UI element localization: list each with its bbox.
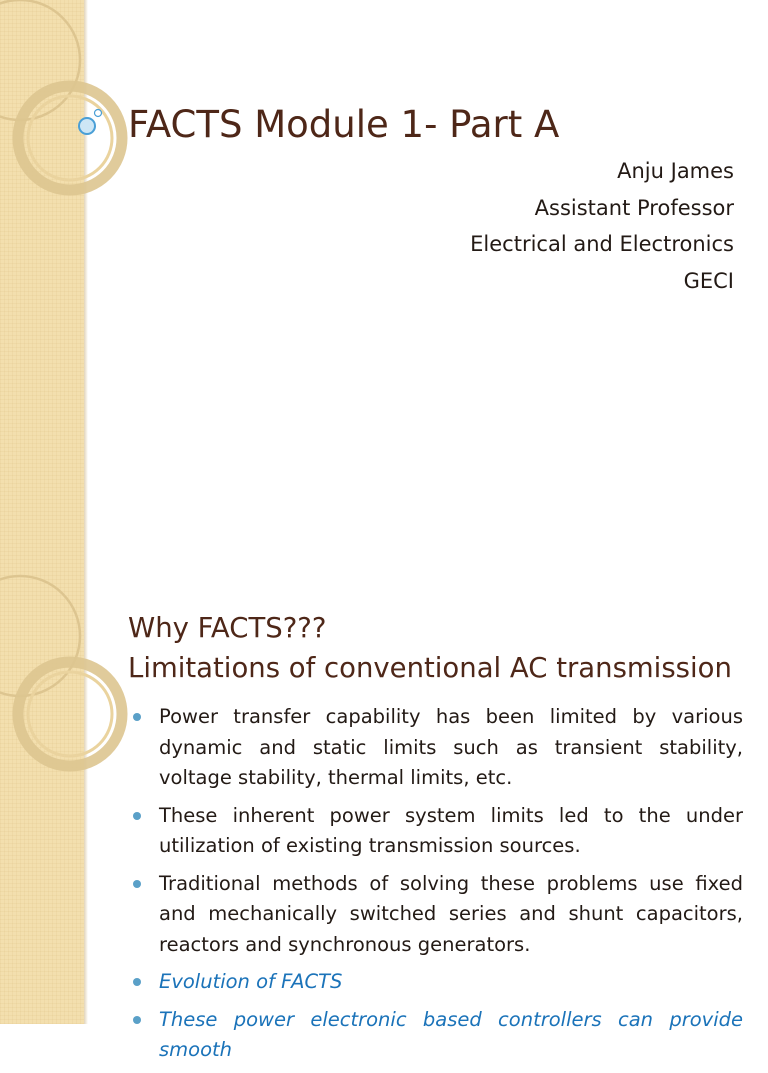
author-name: Anju James [617, 159, 734, 183]
bullet-text-emphasis: These power electronic based controllers can provide smooth [159, 1007, 743, 1061]
bullet-item [128, 869, 743, 961]
slide-title-line-1: Why FACTS??? [128, 612, 327, 644]
slide-title [128, 608, 732, 688]
bullet-item [128, 1005, 743, 1066]
author-institution: GECI [683, 268, 734, 293]
bullet-dot-icon [133, 812, 141, 820]
bullet-text: Power transfer capability has been limited by various dynamic and static limits such as transient stability, voltage stability, thermal limits, etc. [159, 705, 743, 789]
bullet-dot-icon [133, 880, 141, 888]
author-department: Electrical and Electronics [470, 232, 734, 256]
bubble-icon [79, 118, 95, 134]
author-info [470, 153, 734, 299]
bullet-text: Traditional methods of solving these problems use fixed and mechanically switched series and shunt capacitors, reactors and synchronous generators. [159, 871, 743, 956]
bullet-item [128, 801, 743, 862]
bullet-dot-icon [133, 978, 141, 986]
bullet-item [128, 702, 743, 794]
bullet-text: These inherent power system limits led to the under utilization of existing transmission sources. [159, 803, 743, 857]
author-role: Assistant Professor [534, 195, 734, 220]
small-bubble-icon [95, 110, 102, 117]
bullet-dot-icon [133, 1016, 141, 1024]
slide-title-line-2: Limitations of conventional AC transmission [128, 652, 732, 684]
bullet-item [128, 967, 743, 998]
slide-2 [0, 576, 768, 1061]
slide-title: FACTS Module 1- Part A [128, 103, 560, 146]
bullet-dot-icon [133, 713, 141, 721]
bullet-list [128, 702, 743, 1073]
bullet-text-emphasis: Evolution of FACTS [159, 970, 343, 993]
